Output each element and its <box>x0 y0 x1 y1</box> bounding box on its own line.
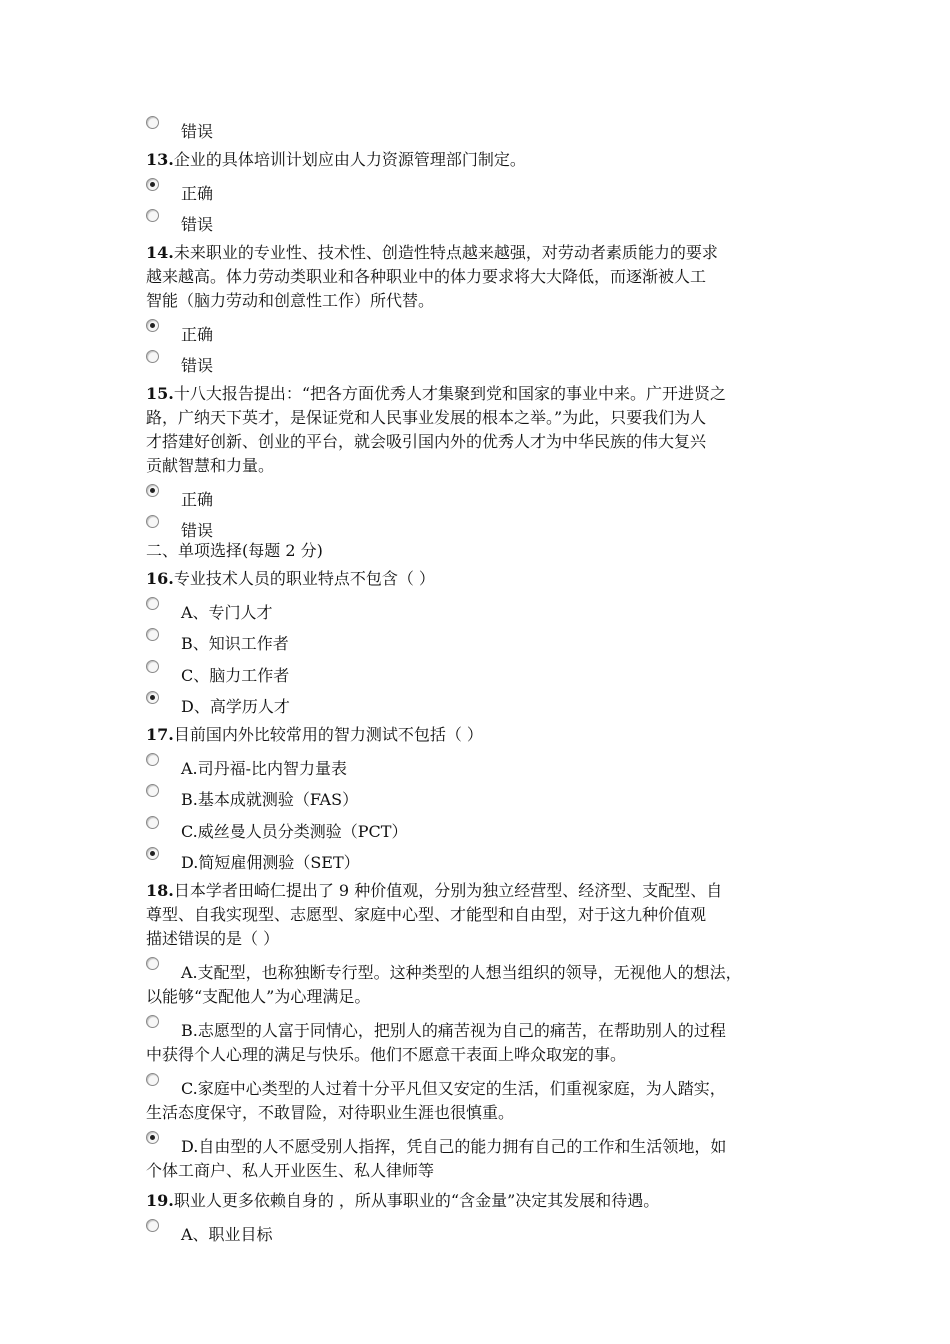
question-number: 13. <box>146 149 174 169</box>
question-line <box>146 406 726 430</box>
question-line-text: 日本学者田崎仁提出了 9 种价值观，分别为独立经营型、经济型、支配型、自 <box>173 880 723 900</box>
question-line-text: 企业的具体培训计划应由人力资源管理部门制定。 <box>173 149 526 169</box>
option-label: C.威丝曼人员分类测验（PCT） <box>181 821 408 841</box>
option-label: 错误 <box>181 356 214 375</box>
question-line-text: 未来职业的专业性、技术性、创造性特点越来越强，对劳动者素质能力的要求 <box>173 242 718 262</box>
question-text <box>146 382 726 478</box>
question-line-text: 才搭建好创新、创业的平台，就会吸引国内外的优秀人才为中华民族的伟大复兴 <box>146 431 707 451</box>
question-line-text: 越来越高。体力劳动类职业和各种职业中的体力要求将大大降低，而逐渐被人工 <box>146 266 707 286</box>
radio-checked-icon[interactable] <box>146 178 159 191</box>
question-line <box>146 903 722 927</box>
option-label: A、专门人才 <box>181 602 273 622</box>
option-label: A.支配型，也称独断专行型。这种类型的人想当组织的领导，无视他人的想法， <box>181 962 742 982</box>
option-label: A、职业目标 <box>181 1224 273 1244</box>
question-line-text: 十八大报告提出：“把各方面优秀人才集聚到党和国家的事业中来。广开进贤之 <box>173 383 727 403</box>
radio-checked-icon[interactable] <box>146 847 159 860</box>
radio-checked-icon[interactable] <box>146 484 159 497</box>
question-text <box>146 148 526 172</box>
option-label: 正确 <box>181 324 214 344</box>
radio-unchecked-icon[interactable] <box>146 1073 159 1086</box>
question-text <box>146 241 718 313</box>
radio-unchecked-icon[interactable] <box>146 784 159 797</box>
question-number: 16. <box>146 568 174 588</box>
question-number: 18. <box>146 880 174 900</box>
section-heading <box>146 539 323 563</box>
question-line <box>146 567 435 591</box>
radio-checked-icon[interactable] <box>146 1131 159 1144</box>
radio-unchecked-icon[interactable] <box>146 1219 159 1232</box>
question-line-text: 智能（脑力劳动和创意性工作）所代替。 <box>146 290 435 310</box>
question-line <box>146 879 722 903</box>
question-number: 19. <box>146 1190 174 1210</box>
option-label: D.简短雇佣测验（SET） <box>181 853 360 872</box>
radio-unchecked-icon[interactable] <box>146 116 159 129</box>
question-line <box>146 241 718 265</box>
option-label: D.自由型的人不愿受别人指挥，凭自己的能力拥有自己的工作和生活领地，如 <box>181 1136 727 1156</box>
question-line <box>146 723 483 747</box>
question-line <box>146 265 718 289</box>
radio-unchecked-icon[interactable] <box>146 515 159 528</box>
option-label-continued: 生活态度保守，不敢冒险，对待职业生涯也很慎重。 <box>146 1102 515 1122</box>
radio-checked-icon[interactable] <box>146 691 159 704</box>
radio-checked-icon[interactable] <box>146 319 159 332</box>
radio-unchecked-icon[interactable] <box>146 816 159 829</box>
option-label-continued: 个体工商户、私人开业医生、私人律师等 <box>146 1160 435 1180</box>
question-number: 14. <box>146 242 174 262</box>
question-line-text: 路，广纳天下英才，是保证党和人民事业发展的根本之举。”为此，只要我们为人 <box>146 407 707 427</box>
radio-unchecked-icon[interactable] <box>146 957 159 970</box>
option-label: 错误 <box>181 215 214 234</box>
option-label: 错误 <box>181 521 214 540</box>
option-label: B、知识工作者 <box>181 634 289 653</box>
question-text <box>146 723 483 747</box>
option-label: C、脑力工作者 <box>181 665 290 685</box>
question-line <box>146 148 526 172</box>
question-text <box>146 1189 659 1213</box>
radio-unchecked-icon[interactable] <box>146 660 159 673</box>
option-label: A.司丹福-比内智力量表 <box>181 758 348 778</box>
question-line-text: 尊型、自我实现型、志愿型、家庭中心型、才能型和自由型，对于这九种价值观 <box>146 904 707 924</box>
question-line-text: 描述错误的是（ ） <box>146 928 280 948</box>
question-text <box>146 567 435 591</box>
option-label: C.家庭中心类型的人过着十分平凡但又安定的生活，们重视家庭，为人踏实， <box>181 1078 726 1098</box>
question-number: 17. <box>146 724 174 744</box>
question-line <box>146 289 718 313</box>
radio-unchecked-icon[interactable] <box>146 753 159 766</box>
radio-unchecked-icon[interactable] <box>146 597 159 610</box>
question-line-text: 目前国内外比较常用的智力测试不包括（ ） <box>173 724 483 744</box>
question-line-text: 贡献智慧和力量。 <box>146 455 275 475</box>
option-label-continued: 以能够“支配他人”为心理满足。 <box>146 986 371 1006</box>
question-line-text: 专业技术人员的职业特点不包含（ ） <box>173 568 435 588</box>
question-line <box>146 1189 659 1213</box>
question-text <box>146 879 722 951</box>
option-label: B.基本成就测验（FAS） <box>181 790 359 809</box>
radio-unchecked-icon[interactable] <box>146 628 159 641</box>
question-line <box>146 454 726 478</box>
radio-unchecked-icon[interactable] <box>146 209 159 222</box>
question-line <box>146 430 726 454</box>
option-label-continued: 中获得个人心理的满足与快乐。他们不愿意干表面上哗众取宠的事。 <box>146 1044 627 1064</box>
question-number: 15. <box>146 383 174 403</box>
question-line <box>146 927 722 951</box>
option-label: 正确 <box>181 183 214 203</box>
radio-unchecked-icon[interactable] <box>146 1015 159 1028</box>
question-line-text: 职业人更多依赖自身的 ，所从事职业的“含金量”决定其发展和待遇。 <box>173 1190 660 1210</box>
option-label: D、高学历人才 <box>181 697 290 716</box>
radio-unchecked-icon[interactable] <box>146 350 159 363</box>
section-heading-text: 二、单项选择(每题 2 分) <box>146 540 323 560</box>
option-label: 正确 <box>181 489 214 509</box>
option-label: 错误 <box>181 122 214 141</box>
option-label: B.志愿型的人富于同情心，把别人的痛苦视为自己的痛苦，在帮助别人的过程 <box>181 1020 726 1040</box>
question-line <box>146 382 726 406</box>
